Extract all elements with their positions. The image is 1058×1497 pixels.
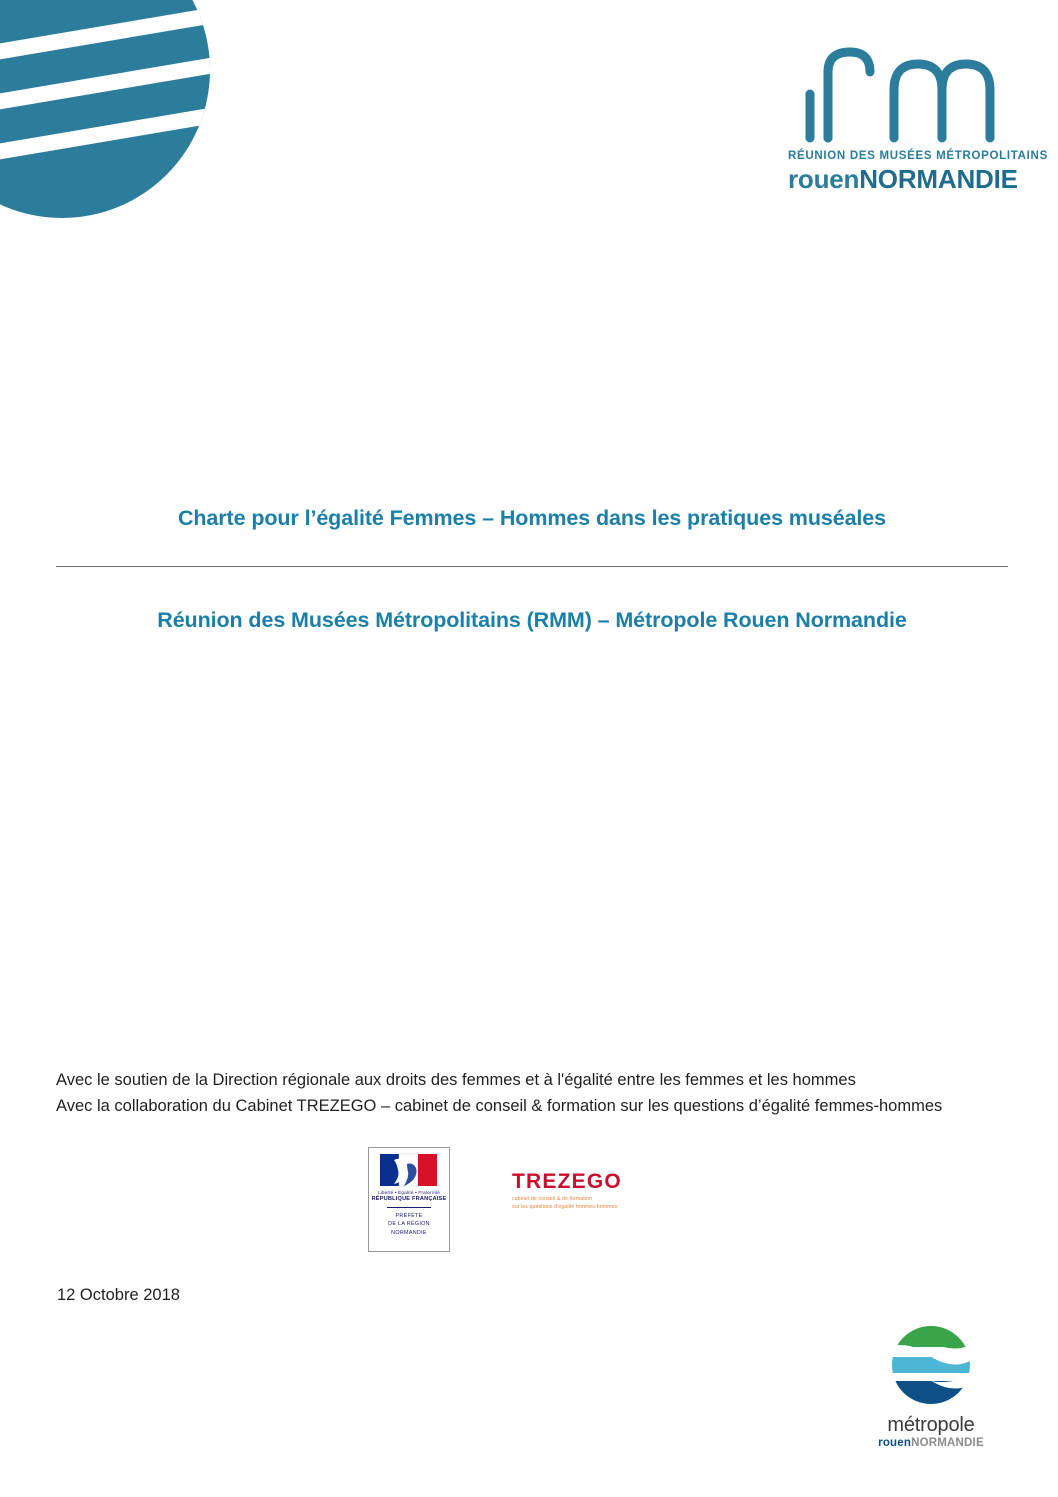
prefecture-normandie-logo <box>368 1147 450 1252</box>
support-text-block <box>56 1068 1016 1119</box>
title-divider <box>56 566 1008 567</box>
rmm-monogram-icon <box>794 38 1010 148</box>
partner-logos-row <box>360 1142 680 1252</box>
metropole-rouen: rouen <box>878 1437 912 1449</box>
rmm-logo <box>788 38 1048 195</box>
trezego-logo <box>512 1170 672 1212</box>
prefecture-line-3: NORMANDIE <box>391 1229 427 1236</box>
metropole-wordmark: métropole <box>887 1414 975 1436</box>
trezego-tagline-1: cabinet de conseil & de formation <box>512 1196 593 1202</box>
prefecture-republique: RÉPUBLIQUE FRANÇAISE <box>371 1196 447 1202</box>
rmm-logo-subtitle: RÉUNION DES MUSÉES MÉTROPOLITAINS <box>788 150 1048 162</box>
title-block <box>56 505 1008 635</box>
document-date: 12 Octobre 2018 <box>57 1286 180 1304</box>
trezego-wordmark: TREZEGO <box>512 1170 622 1193</box>
page-subtitle: Réunion des Musées Métropolitains (RMM) – Métropole Rouen Normandie <box>157 607 907 632</box>
support-line-1: Avec le soutien de la Direction régionale aux droits des femmes et à l'égalité entre les femmes et les hommes <box>56 1071 856 1089</box>
marianne-flag-icon <box>378 1152 440 1188</box>
rmm-logo-wordmark <box>788 164 1016 195</box>
prefecture-divider <box>387 1207 431 1208</box>
prefecture-devise: Liberté • Égalité • Fraternité <box>377 1190 441 1195</box>
rmm-logo-normandie: NORMANDIE <box>859 164 1018 194</box>
metropole-logo <box>846 1319 1016 1449</box>
metropole-normandie: NORMANDIE <box>911 1437 984 1449</box>
prefecture-line-2: DE LA RÉGION <box>388 1221 430 1228</box>
rmm-logo-rouen: rouen <box>788 164 860 194</box>
trezego-tagline-2: sur les questions d’égalité femmes-hommes <box>512 1203 618 1210</box>
metropole-subwordmark <box>846 1437 1016 1449</box>
decorative-circle-mark <box>0 0 222 260</box>
support-line-2: Avec la collaboration du Cabinet TREZEGO – cabinet de conseil & formation sur les questions d’égalité femmes-hommes <box>56 1096 943 1115</box>
page-title: Charte pour l’égalité Femmes – Hommes dans les pratiques muséales <box>177 506 887 530</box>
metropole-globe-icon <box>885 1319 977 1411</box>
prefecture-line-1: PRÉFÈTE <box>395 1213 423 1219</box>
